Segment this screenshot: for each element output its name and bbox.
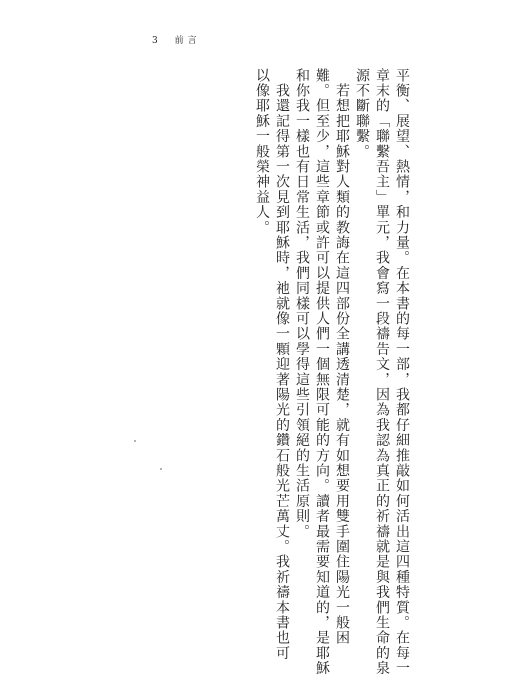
scan-speck <box>134 440 136 442</box>
text-column: 平衡、展望、熱情，和力量。在本書的每一部，我都仔細推敲如何活出這四種特質。在每一 <box>394 68 410 676</box>
page-number: 3 <box>152 36 162 46</box>
text-column: 難。但至少，這些章節或許可以提供人們一個無限可能的方向。讀者最需要知道的，是耶穌 <box>314 68 330 676</box>
text-column: 若想把耶穌對人類的教誨在這四部份全講透清楚，就有如想要用雙手圍住陽光一般困 <box>334 68 350 646</box>
scan-speck <box>160 468 162 470</box>
text-column: 以像耶穌一般榮神益人。 <box>254 68 270 236</box>
section-title: 前言 <box>174 36 201 46</box>
text-column: 章末的「聯繫吾主」單元，我會寫一段禱告文，因為我認為真正的祈禱就是與我們生命的泉 <box>374 68 390 676</box>
text-column: 源不斷聯繫。 <box>354 68 370 160</box>
text-column: 和你我一樣也有日常生活，我們同樣可以學得這些引領絕的生活原則。 <box>294 68 310 540</box>
text-column: 我還記得第一次見到耶穌時，祂就像一顆迎著陽光的鑽石般光芒萬丈。我祈禱本書也可 <box>274 68 290 661</box>
